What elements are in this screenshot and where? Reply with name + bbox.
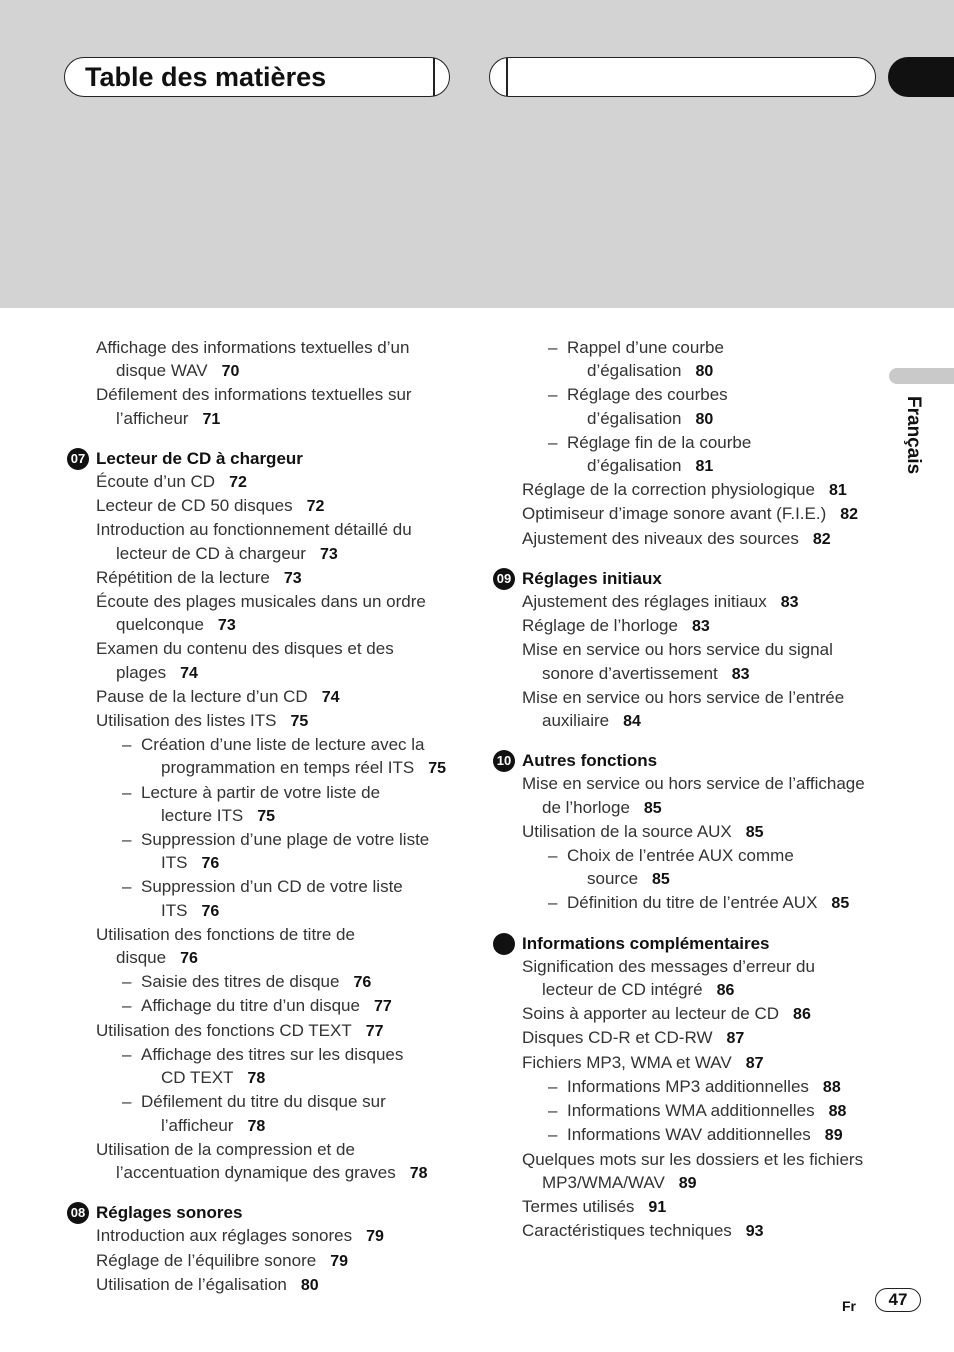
- page-ref: 86: [793, 1006, 811, 1024]
- toc-entry[interactable]: [64, 566, 464, 590]
- entry-text: Affichage du titre d’un disque: [141, 996, 360, 1016]
- page-ref: 76: [180, 950, 198, 968]
- dash-bullet: –: [548, 893, 558, 913]
- toc-entry[interactable]: [490, 772, 885, 819]
- entry-text-cont: [141, 1114, 464, 1138]
- toc-subentry[interactable]: [490, 1123, 885, 1147]
- toc-entry[interactable]: [64, 336, 464, 383]
- toc-entry[interactable]: [64, 1249, 464, 1273]
- entry-text: Suppression d’une plage de votre liste: [141, 830, 430, 850]
- toc-right-column: [490, 336, 885, 1243]
- toc-left-column: [64, 336, 464, 1297]
- entry-text: l’afficheur: [161, 1115, 234, 1135]
- entry-text: Défilement du titre du disque sur: [141, 1092, 386, 1112]
- dash-bullet: –: [548, 846, 558, 866]
- title-divider: [433, 58, 435, 96]
- entry-text: d’égalisation: [587, 361, 682, 381]
- toc-entry[interactable]: [64, 637, 464, 684]
- page-ref: 81: [828, 482, 847, 500]
- toc-entry[interactable]: [490, 1195, 885, 1219]
- entry-text: Affichage des titres sur les disques: [141, 1044, 404, 1064]
- entry-text: de l’horloge: [542, 797, 630, 817]
- toc-subentry[interactable]: [64, 781, 464, 828]
- toc-subentry[interactable]: [64, 828, 464, 875]
- page-ref: 75: [290, 713, 309, 731]
- entry-text: Informations MP3 additionnelles: [567, 1076, 809, 1096]
- entry-text: Réglage de l’équilibre sonore: [96, 1250, 317, 1270]
- dash-bullet: –: [122, 996, 132, 1016]
- entry-text: Suppression d’un CD de votre liste: [141, 877, 403, 897]
- page-ref: 89: [824, 1127, 843, 1145]
- page-ref: 80: [695, 363, 714, 381]
- page-ref: 72: [306, 498, 325, 516]
- entry-text: Optimiseur d’image sonore avant (F.I.E.): [522, 504, 827, 524]
- toc-entry[interactable]: [490, 527, 885, 551]
- entry-text: lecteur de CD intégré: [542, 980, 703, 1000]
- page-ref: 85: [831, 895, 850, 913]
- section-title: Réglages sonores: [96, 1203, 243, 1223]
- page-ref: 85: [745, 823, 764, 841]
- dash-bullet: –: [122, 1092, 132, 1112]
- entry-text-cont: [522, 796, 885, 820]
- section-title: Réglages initiaux: [522, 568, 662, 588]
- toc-subentry[interactable]: [64, 1090, 464, 1137]
- toc-subentry[interactable]: [490, 383, 885, 430]
- page-ref: 83: [731, 665, 750, 683]
- title-box: [64, 57, 450, 97]
- entry-text: d’égalisation: [587, 408, 682, 428]
- entry-text-cont: [96, 661, 464, 685]
- entry-text: Choix de l’entrée AUX comme: [567, 846, 794, 866]
- entry-text: Termes utilisés: [522, 1196, 635, 1216]
- page-ref: 74: [180, 664, 198, 682]
- page-ref: 79: [330, 1252, 348, 1270]
- entry-text: source: [587, 869, 639, 889]
- section-tab: [888, 57, 954, 97]
- entry-text-cont: [141, 899, 464, 923]
- page-ref: 76: [201, 902, 220, 920]
- toc-entry[interactable]: [490, 478, 885, 502]
- page-ref: 87: [745, 1054, 764, 1072]
- toc-entry[interactable]: [490, 638, 885, 685]
- page-ref: 78: [247, 1070, 266, 1088]
- entry-text: Mise en service ou hors service de l’entrée: [522, 687, 845, 707]
- title-box-empty: [489, 57, 876, 97]
- entry-text: Fichiers MP3, WMA et WAV: [522, 1052, 732, 1072]
- entry-text: programmation en temps réel ITS: [161, 758, 415, 778]
- dash-bullet: –: [548, 432, 558, 452]
- section-title: Autres fonctions: [522, 751, 658, 771]
- toc-entry[interactable]: [64, 1138, 464, 1185]
- page-title: Table des matières: [85, 62, 327, 92]
- toc-subentry[interactable]: [64, 733, 464, 780]
- page-ref: 89: [678, 1174, 697, 1192]
- toc-subentry[interactable]: [490, 1075, 885, 1099]
- entry-text-cont: [141, 804, 464, 828]
- section-number-badge: 08: [67, 1202, 89, 1224]
- page-ref: 80: [695, 410, 714, 428]
- entry-text: Défilement des informations textuelles sur: [96, 385, 412, 405]
- page-ref: 82: [840, 506, 859, 524]
- page-ref: 73: [283, 569, 302, 587]
- entry-text: Introduction au fonctionnement détaillé du: [96, 520, 412, 540]
- entry-text: sonore d’avertissement: [542, 663, 718, 683]
- entry-text: Réglage de l’horloge: [522, 616, 678, 636]
- page-ref: 81: [695, 458, 714, 476]
- dash-bullet: –: [548, 1076, 558, 1096]
- toc-entry[interactable]: [490, 686, 885, 733]
- page-ref: 72: [229, 474, 247, 492]
- entry-text: Caractéristiques techniques: [522, 1221, 732, 1241]
- entry-text: disque WAV: [116, 361, 208, 381]
- entry-text: Utilisation de l’égalisation: [96, 1274, 287, 1294]
- entry-text: Mise en service ou hors service de l’affichage: [522, 774, 865, 794]
- entry-text: Saisie des titres de disque: [141, 972, 340, 992]
- page-ref: 70: [221, 363, 240, 381]
- toc-subentry[interactable]: [490, 1099, 885, 1123]
- dash-bullet: –: [548, 385, 558, 405]
- entry-text: CD TEXT: [161, 1068, 234, 1088]
- page-ref: 88: [828, 1103, 847, 1121]
- entry-text: Réglage des courbes: [567, 385, 728, 405]
- toc-entry[interactable]: [64, 923, 464, 970]
- entry-text: l’accentuation dynamique des graves: [116, 1162, 396, 1182]
- toc-entry[interactable]: [490, 1219, 885, 1243]
- dash-bullet: –: [122, 830, 132, 850]
- entry-text: Utilisation des listes ITS: [96, 711, 277, 731]
- entry-text: Disques CD-R et CD-RW: [522, 1028, 713, 1048]
- dash-bullet: –: [122, 782, 132, 802]
- toc-entry[interactable]: [490, 614, 885, 638]
- entry-text: d’égalisation: [587, 456, 682, 476]
- entry-text: Rappel d’une courbe: [567, 338, 724, 357]
- entry-text: ITS: [161, 853, 188, 873]
- dash-bullet: –: [122, 877, 132, 897]
- entry-text-cont: [96, 407, 464, 431]
- entry-text: Réglage fin de la courbe: [567, 432, 752, 452]
- entry-text: Soins à apporter au lecteur de CD: [522, 1004, 780, 1024]
- page-ref: 83: [691, 618, 710, 636]
- entry-text: plages: [116, 662, 167, 682]
- toc-entry[interactable]: [490, 820, 885, 844]
- page-ref: 78: [247, 1117, 266, 1135]
- page-ref: 76: [201, 855, 220, 873]
- entry-text: Réglage de la correction physiologique: [522, 480, 815, 500]
- toc-subentry[interactable]: [64, 970, 464, 994]
- entry-text: Ajustement des niveaux des sources: [522, 528, 799, 548]
- entry-text: ITS: [161, 900, 188, 920]
- entry-text: l’afficheur: [116, 408, 189, 428]
- entry-text-cont: [522, 709, 885, 733]
- entry-text: Informations WMA additionnelles: [567, 1101, 815, 1121]
- entry-text-cont: [567, 407, 885, 431]
- page-ref: 84: [623, 713, 641, 731]
- entry-text-cont: [141, 1066, 464, 1090]
- entry-text: Examen du contenu des disques et des: [96, 639, 394, 659]
- entry-text-cont: [522, 978, 885, 1002]
- section-number-badge: 09: [493, 568, 515, 590]
- toc-entry[interactable]: [64, 1019, 464, 1043]
- entry-text-cont: [567, 359, 885, 383]
- entry-text: Affichage des informations textuelles d’un: [96, 338, 410, 357]
- page-ref: 85: [643, 799, 662, 817]
- entry-text: Utilisation des fonctions de titre de: [96, 924, 355, 944]
- dash-bullet: –: [122, 972, 132, 992]
- entry-text: Lecteur de CD 50 disques: [96, 496, 293, 516]
- page-ref: 93: [745, 1223, 764, 1241]
- entry-text-cont: [522, 662, 885, 686]
- page-ref: 75: [257, 807, 275, 825]
- entry-text: lecture ITS: [161, 805, 244, 825]
- dash-bullet: –: [122, 1044, 132, 1064]
- section-heading: [64, 1201, 464, 1224]
- toc-entry[interactable]: [490, 1148, 885, 1195]
- toc-entry[interactable]: [64, 590, 464, 637]
- title-divider-2: [506, 58, 508, 96]
- page-ref: 77: [365, 1022, 384, 1040]
- entry-text: quelconque: [116, 615, 204, 635]
- section-heading: [490, 932, 885, 955]
- page-ref: 91: [648, 1198, 667, 1216]
- toc-subentry[interactable]: [490, 336, 885, 383]
- page-number: 47: [875, 1288, 921, 1312]
- entry-text: lecteur de CD à chargeur: [116, 543, 306, 563]
- language-tab: [889, 368, 954, 384]
- entry-text: MP3/WMA/WAV: [542, 1172, 665, 1192]
- page-ref: 85: [652, 871, 670, 889]
- toc-entry[interactable]: [64, 685, 464, 709]
- entry-text: Écoute des plages musicales dans un ordre: [96, 592, 426, 612]
- dash-bullet: –: [548, 1125, 558, 1145]
- section-number-badge: 10: [493, 750, 515, 772]
- toc-entry[interactable]: [64, 709, 464, 733]
- section-heading: [64, 447, 464, 470]
- entry-text: Répétition de la lecture: [96, 567, 270, 587]
- page-ref: 71: [202, 410, 221, 428]
- entry-text: Lecture à partir de votre liste de: [141, 782, 381, 802]
- entry-text: Mise en service ou hors service du signal: [522, 640, 833, 660]
- entry-text-cont: [96, 613, 464, 637]
- section-heading: [490, 749, 885, 772]
- entry-text-cont: [96, 542, 464, 566]
- toc-entry[interactable]: [64, 1273, 464, 1297]
- entry-text-cont: [96, 359, 464, 383]
- footer-lang: Fr: [842, 1298, 856, 1314]
- entry-text: Définition du titre de l’entrée AUX: [567, 893, 818, 913]
- entry-text: Utilisation de la compression et de: [96, 1139, 355, 1159]
- entry-text: Signification des messages d’erreur du: [522, 956, 815, 976]
- section-title: Lecteur de CD à chargeur: [96, 448, 303, 468]
- entry-text: Quelques mots sur les dossiers et les fichiers: [522, 1149, 864, 1169]
- entry-text-cont: [522, 1171, 885, 1195]
- dash-bullet: –: [122, 735, 132, 755]
- toc-entry[interactable]: [64, 383, 464, 430]
- toc-entry[interactable]: [490, 1051, 885, 1075]
- section-title: Informations complémentaires: [522, 933, 770, 953]
- toc-entry[interactable]: [490, 1026, 885, 1050]
- entry-text: Utilisation de la source AUX: [522, 821, 732, 841]
- entry-text: disque: [116, 948, 167, 968]
- page-ref: 73: [319, 545, 338, 563]
- toc-entry[interactable]: [490, 1002, 885, 1026]
- page-ref: 83: [780, 594, 799, 612]
- page-ref: 86: [716, 982, 735, 1000]
- dash-bullet: –: [548, 1101, 558, 1121]
- toc-entry[interactable]: [64, 518, 464, 565]
- page-ref: 79: [366, 1228, 384, 1246]
- toc-subentry[interactable]: [64, 875, 464, 922]
- toc-subentry[interactable]: [490, 844, 885, 891]
- entry-text-cont: [567, 454, 885, 478]
- entry-text-cont: [96, 1161, 464, 1185]
- toc-entry[interactable]: [490, 590, 885, 614]
- entry-text: Création d’une liste de lecture avec la: [141, 735, 425, 755]
- entry-text: Pause de la lecture d’un CD: [96, 686, 308, 706]
- page-ref: 78: [409, 1164, 428, 1182]
- page-ref: 88: [822, 1078, 841, 1096]
- page-ref: 80: [300, 1276, 319, 1294]
- page-ref: 77: [373, 998, 392, 1016]
- entry-text-cont: [567, 867, 885, 891]
- toc-subentry[interactable]: [490, 891, 885, 915]
- page-ref: 76: [353, 974, 372, 992]
- page-ref: 87: [726, 1030, 745, 1048]
- toc-subentry[interactable]: [64, 994, 464, 1018]
- page-ref: 82: [812, 530, 831, 548]
- page-ref: 74: [321, 688, 340, 706]
- toc-entry[interactable]: [64, 494, 464, 518]
- toc-entry[interactable]: [490, 955, 885, 1002]
- entry-text: Ajustement des réglages initiaux: [522, 592, 767, 612]
- section-number-badge: [493, 933, 515, 955]
- section-number-badge: 07: [67, 448, 89, 470]
- page-ref: 73: [217, 617, 236, 635]
- entry-text: Écoute d’un CD: [96, 472, 216, 492]
- entry-text: Introduction aux réglages sonores: [96, 1226, 353, 1246]
- header-band: [0, 0, 954, 308]
- toc-entry[interactable]: [64, 470, 464, 494]
- entry-text: Utilisation des fonctions CD TEXT: [96, 1020, 352, 1040]
- entry-text: Informations WAV additionnelles: [567, 1125, 811, 1145]
- entry-text-cont: [141, 756, 464, 780]
- page-ref: 75: [428, 760, 447, 778]
- dash-bullet: –: [548, 338, 558, 357]
- toc-subentry[interactable]: [64, 1043, 464, 1090]
- entry-text-cont: [96, 946, 464, 970]
- entry-text: auxiliaire: [542, 711, 610, 731]
- language-label: Français: [903, 396, 924, 475]
- toc-entry[interactable]: [490, 502, 885, 526]
- entry-text-cont: [141, 851, 464, 875]
- toc-subentry[interactable]: [490, 431, 885, 478]
- toc-entry[interactable]: [64, 1224, 464, 1248]
- section-heading: [490, 567, 885, 590]
